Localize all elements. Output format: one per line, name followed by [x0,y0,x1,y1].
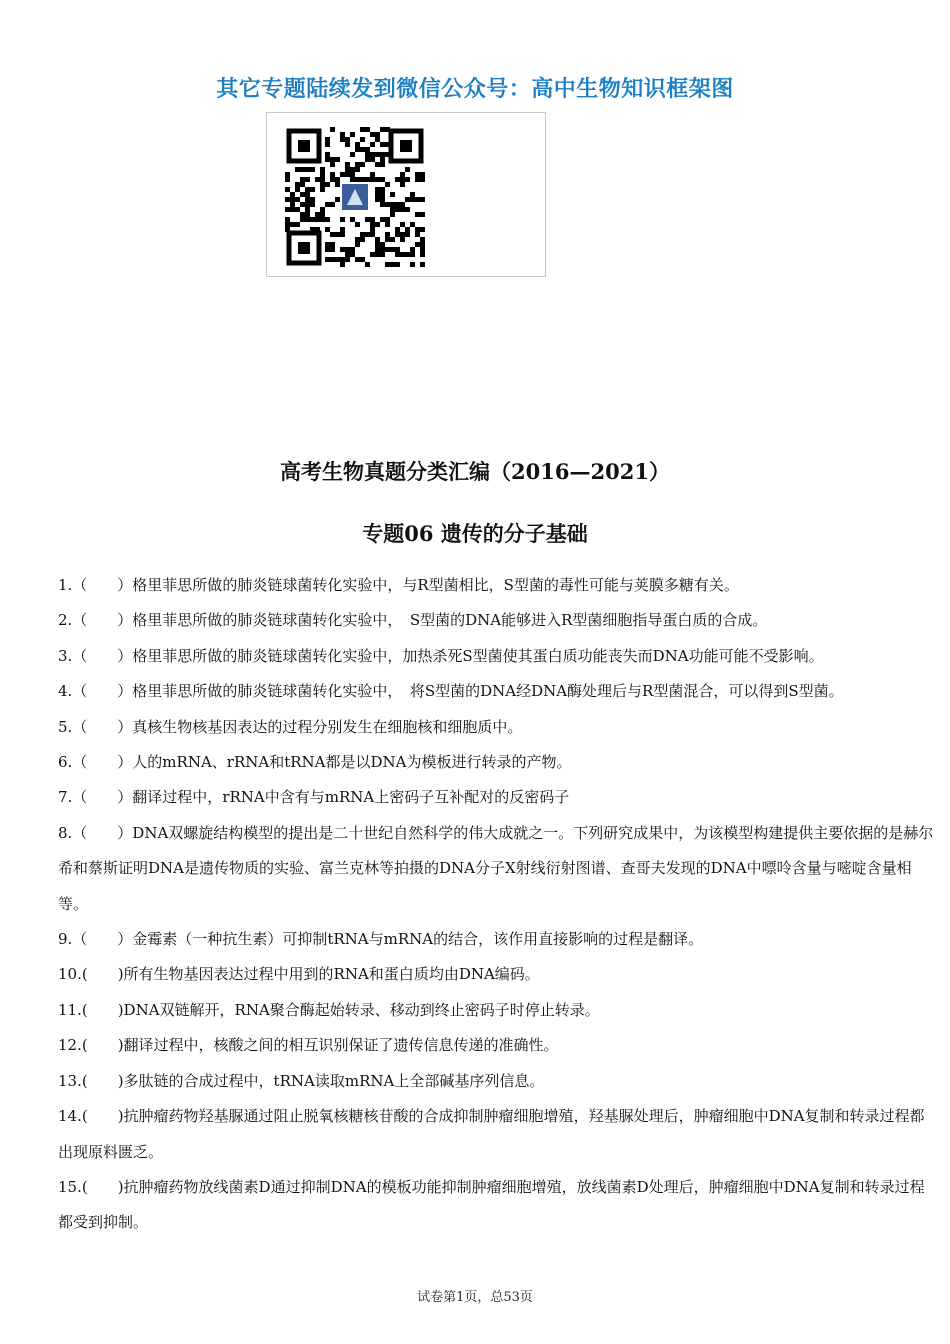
question-item: 14.( )抗肿瘤药物羟基脲通过阻止脱氧核糖核苷酸的合成抑制肿瘤细胞增殖，羟基脲处理后，肿瘤细胞中DNA复制和转录过程都出现原料匮乏。 [58,1107,925,1161]
qr-code-frame [266,112,546,277]
question-item: 7.（ ）翻译过程中，rRNA中含有与mRNA上密码子互补配对的反密码子 [58,788,570,807]
question-item: 8.（ ）DNA双螺旋结构模型的提出是二十世纪自然科学的伟大成就之一。下列研究成果中，为该模型构建提供主要依据的是赫尔希和蔡斯证明DNA是遗传物质的实验、富兰克林等拍摄的DNA分子X射线衍射图谱、查哥夫发现的DNA中嘌呤含量与嘧啶含量相等。 [58,823,934,913]
question-item: 9.（ ）金霉素（一种抗生素）可抑制tRNA与mRNA的结合，该作用直接影响的过程是翻译。 [58,930,704,949]
question-item: 4.（ ）格里菲思所做的肺炎链球菌转化实验中， 将S型菌的DNA经DNA酶处理后与R型菌混合，可以得到S型菌。 [58,682,844,701]
question-item: 1.（ ）格里菲思所做的肺炎链球菌转化实验中，与R型菌相比，S型菌的毒性可能与荚膜多糖有关。 [58,576,739,594]
wechat-banner: 其它专题陆续发到微信公众号：高中生物知识框架图 [216,77,734,102]
question-item: 11.( )DNA双链解开，RNA聚合酶起始转录、移动到终止密码子时停止转录。 [58,1000,600,1019]
question-item: 3.（ ）格里菲思所做的肺炎链球菌转化实验中，加热杀死S型菌使其蛋白质功能丧失而DNA功能可能不受影响。 [58,646,824,665]
question-item: 5.（ ）真核生物核基因表达的过程分别发生在细胞核和细胞质中。 [58,717,523,736]
question-list [58,568,936,1241]
question-item: 10.( )所有生物基因表达过程中用到的RNA和蛋白质均由DNA编码。 [58,965,540,984]
document-title: 高考生物真题分类汇编（2016—2021） [280,459,670,484]
question-item: 2.（ ）格里菲思所做的肺炎链球菌转化实验中， S型菌的DNA能够进入R型菌细胞指导蛋白质的合成。 [58,611,768,630]
question-item: 13.( )多肽链的合成过程中，tRNA读取mRNA上全部碱基序列信息。 [58,1071,545,1090]
question-item: 6.（ ）人的mRNA、rRNA和tRNA都是以DNA为模板进行转录的产物。 [58,753,572,772]
question-item: 12.( )翻译过程中，核酸之间的相互识别保证了遗传信息传递的准确性。 [58,1036,559,1055]
qr-code-icon [285,127,425,267]
question-item: 15.( )抗肿瘤药物放线菌素D通过抑制DNA的模板功能抑制肿瘤细胞增殖，放线菌素D处理后，肿瘤细胞中DNA复制和转录过程都受到抑制。 [58,1177,925,1232]
page-footer: 试卷第1页，总53页 [417,1290,533,1305]
topic-subtitle: 专题06 遗传的分子基础 [362,521,588,546]
